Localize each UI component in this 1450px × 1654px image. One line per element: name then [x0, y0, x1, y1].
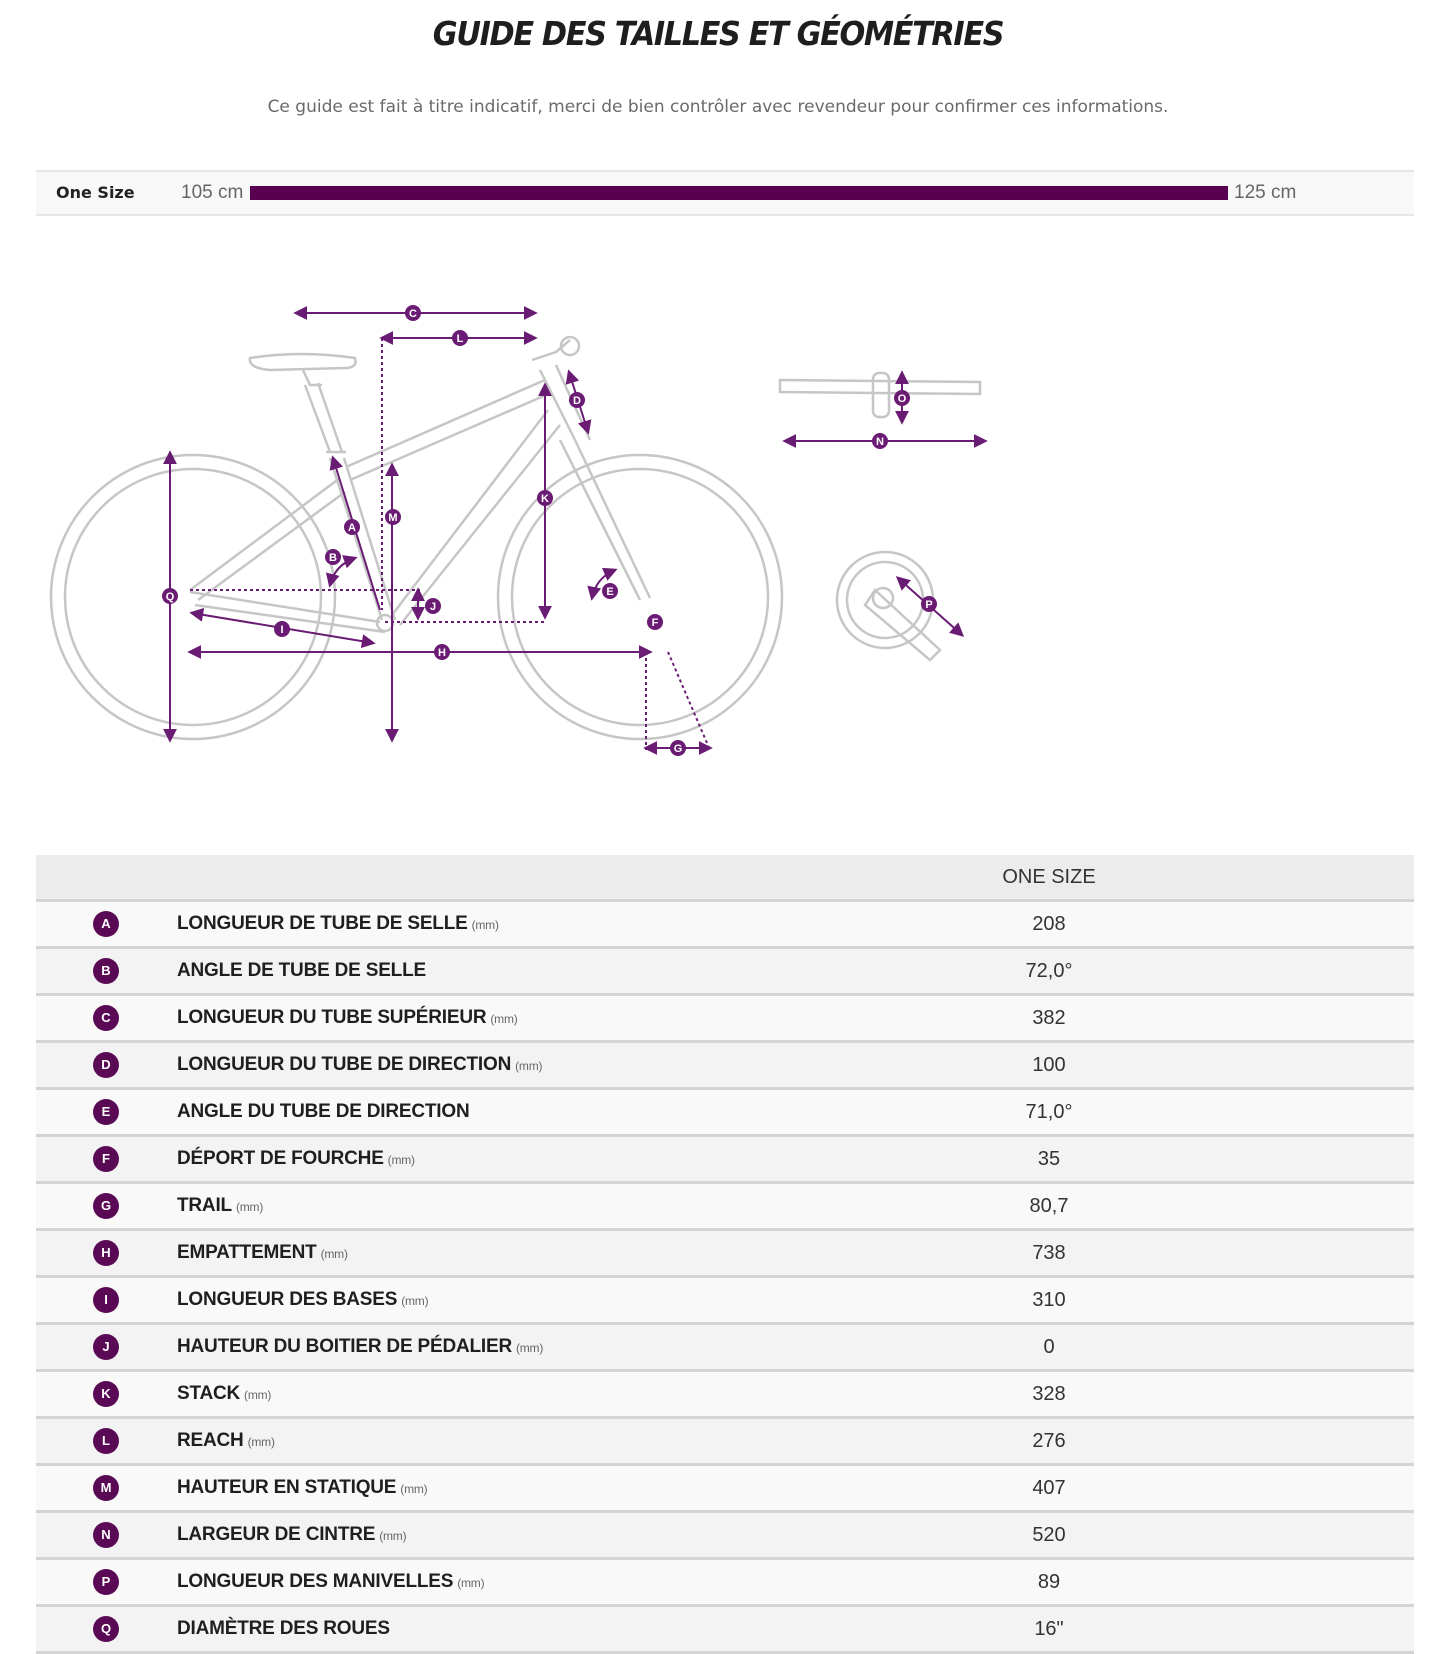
measurement-value: 71,0°: [918, 1089, 1181, 1136]
marker-badge: M: [93, 1475, 119, 1501]
disclaimer-text: Ce guide est fait à titre indicatif, merci de bien contrôler avec revendeur pour confirmer ces informations.: [267, 97, 1169, 117]
svg-text:D: D: [573, 395, 581, 407]
measurement-value: 310: [918, 1277, 1181, 1324]
marker-badge: A: [93, 911, 119, 937]
size-label: One Size: [56, 183, 135, 202]
measurement-value: 407: [918, 1465, 1181, 1512]
measurement-unit: (mm): [244, 1388, 272, 1402]
table-row: [36, 901, 1414, 948]
measurement-value: 72,0°: [918, 948, 1181, 995]
svg-text:B: B: [329, 552, 337, 564]
measurement-value: 89: [918, 1559, 1181, 1606]
marker-e: [602, 583, 618, 599]
marker-q: [162, 588, 178, 604]
table-row: [36, 1371, 1414, 1418]
svg-text:J: J: [429, 601, 437, 613]
table-row: [36, 1465, 1414, 1512]
size-range-fill: [250, 186, 1228, 200]
marker-a: [344, 519, 360, 535]
svg-text:A: A: [348, 522, 356, 534]
svg-text:O: O: [897, 393, 907, 405]
marker-badge: F: [93, 1146, 119, 1172]
marker-badge: L: [93, 1428, 119, 1454]
measurement-unit: (mm): [379, 1529, 407, 1543]
table-row: [36, 1512, 1414, 1559]
table-row: [36, 1230, 1414, 1277]
svg-text:H: H: [438, 647, 446, 659]
measurement-label: DÉPORT DE FOURCHE: [177, 1148, 384, 1169]
marker-badge: N: [93, 1522, 119, 1548]
measurement-label: HAUTEUR EN STATIQUE: [177, 1477, 397, 1498]
bike-outline: [51, 337, 782, 739]
table-row: [36, 1042, 1414, 1089]
column-header-one-size: ONE SIZE: [918, 855, 1181, 901]
measurement-value: 276: [918, 1418, 1181, 1465]
marker-l: [452, 330, 468, 346]
measurement-label: REACH: [177, 1430, 244, 1451]
marker-badge: D: [93, 1052, 119, 1078]
measurement-value: 520: [918, 1512, 1181, 1559]
measurement-label: LARGEUR DE CINTRE: [177, 1524, 376, 1545]
marker-c: [405, 305, 421, 321]
measurement-unit: (mm): [387, 1153, 415, 1167]
svg-text:P: P: [925, 599, 933, 611]
measurement-value: 0: [918, 1324, 1181, 1371]
measurement-unit: (mm): [401, 1294, 429, 1308]
measurement-value: 100: [918, 1042, 1181, 1089]
marker-badge: B: [93, 958, 119, 984]
measurement-unit: (mm): [400, 1482, 428, 1496]
svg-text:F: F: [651, 617, 659, 629]
svg-text:K: K: [541, 493, 549, 505]
size-min-height: 105 cm: [181, 182, 244, 203]
marker-badge: C: [93, 1005, 119, 1031]
marker-badge: E: [93, 1099, 119, 1125]
measurement-value: 208: [918, 901, 1181, 948]
table-row: [36, 1089, 1414, 1136]
svg-text:Q: Q: [165, 591, 175, 603]
size-max-height: 125 cm: [1234, 182, 1297, 203]
measurement-label: LONGUEUR DU TUBE DE DIRECTION: [177, 1054, 512, 1075]
table-header-row: [36, 855, 1414, 901]
measurement-value: 328: [918, 1371, 1181, 1418]
marker-m: [385, 509, 401, 525]
marker-badge: J: [93, 1334, 119, 1360]
marker-h: [434, 644, 450, 660]
table-row: [36, 1136, 1414, 1183]
marker-badge: Q: [93, 1616, 119, 1642]
marker-p: [921, 596, 937, 612]
size-range-bar: [36, 170, 1414, 216]
marker-k: [537, 490, 553, 506]
measurement-value: 35: [918, 1136, 1181, 1183]
svg-text:M: M: [388, 512, 398, 524]
table-row: [36, 1324, 1414, 1371]
svg-text:C: C: [409, 308, 417, 320]
measurement-label: DIAMÈTRE DES ROUES: [177, 1618, 390, 1639]
marker-d: [569, 392, 585, 408]
measurement-label: LONGUEUR DE TUBE DE SELLE: [177, 913, 468, 934]
measurement-label: EMPATTEMENT: [177, 1242, 317, 1263]
marker-j: [425, 598, 441, 614]
measurement-unit: (mm): [515, 1341, 544, 1355]
marker-i: [274, 621, 290, 637]
marker-b: [325, 549, 341, 565]
marker-badge: P: [93, 1569, 119, 1595]
bike-geometry-diagram: [0, 280, 1020, 770]
table-row: [36, 1559, 1414, 1606]
marker-f: [647, 614, 663, 630]
table-row: [36, 948, 1414, 995]
svg-text:E: E: [606, 586, 614, 598]
measurement-label: ANGLE DU TUBE DE DIRECTION: [177, 1101, 470, 1122]
measurement-value: 16": [918, 1606, 1181, 1653]
measurement-label: LONGUEUR DU TUBE SUPÉRIEUR: [177, 1007, 487, 1028]
measurement-unit: (mm): [235, 1200, 264, 1214]
table-row: [36, 1606, 1414, 1653]
marker-badge: G: [93, 1193, 119, 1219]
measurement-label: ANGLE DE TUBE DE SELLE: [177, 960, 426, 981]
svg-text:I: I: [280, 624, 284, 636]
geometry-table: [36, 855, 1414, 1654]
table-row: [36, 1183, 1414, 1230]
svg-text:N: N: [876, 436, 884, 448]
measurement-label: TRAIL: [177, 1195, 232, 1216]
measurement-unit: (mm): [247, 1435, 275, 1449]
measurement-label: STACK: [177, 1383, 241, 1404]
measurement-label: LONGUEUR DES MANIVELLES: [177, 1571, 454, 1592]
marker-g: [670, 740, 686, 756]
measurement-label: HAUTEUR DU BOITIER DE PÉDALIER: [177, 1336, 512, 1357]
marker-n: [872, 433, 888, 449]
measurement-value: 80,7: [918, 1183, 1181, 1230]
marker-badge: H: [93, 1240, 119, 1266]
measurement-unit: (mm): [471, 918, 499, 932]
measurement-value: 738: [918, 1230, 1181, 1277]
measurement-label: LONGUEUR DES BASES: [177, 1289, 398, 1310]
svg-text:L: L: [456, 333, 464, 345]
measurement-value: 382: [918, 995, 1181, 1042]
svg-text:G: G: [673, 743, 683, 755]
measurement-unit: (mm): [490, 1012, 518, 1026]
measurement-unit: (mm): [515, 1059, 543, 1073]
table-row: [36, 1418, 1414, 1465]
marker-badge: I: [93, 1287, 119, 1313]
marker-badge: K: [93, 1381, 119, 1407]
page-title: GUIDE DES TAILLES ET GÉOMÉTRIES: [432, 14, 1004, 53]
marker-o: [894, 390, 910, 406]
measurement-unit: (mm): [320, 1247, 348, 1261]
measurement-unit: (mm): [457, 1576, 485, 1590]
table-row: [36, 1277, 1414, 1324]
table-row: [36, 995, 1414, 1042]
